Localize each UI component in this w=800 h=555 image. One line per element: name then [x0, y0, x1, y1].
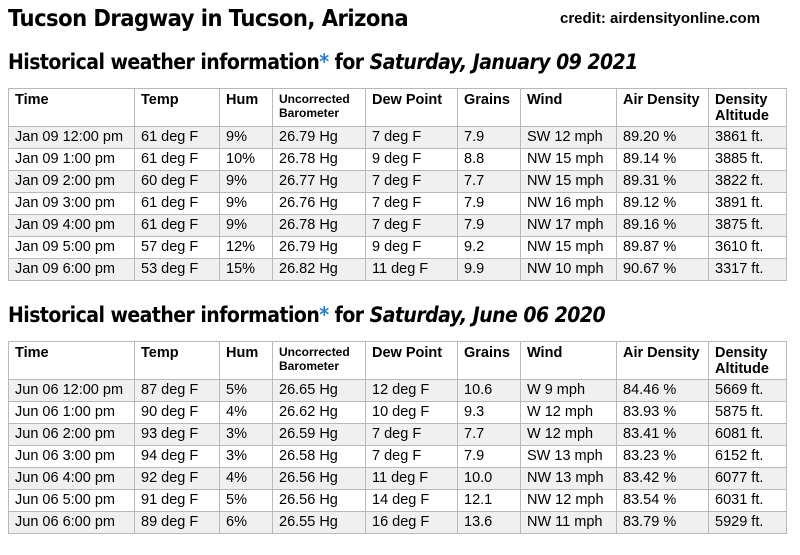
- table-cell: 7 deg F: [366, 446, 458, 468]
- table-cell: Jun 06 3:00 pm: [9, 446, 135, 468]
- table-row: [9, 237, 787, 259]
- table-cell: 26.79 Hg: [273, 237, 366, 259]
- table-cell: 61 deg F: [135, 215, 220, 237]
- weather-table-january: [8, 88, 787, 281]
- header-label: Uncorrected: [279, 345, 350, 359]
- table-cell: 10%: [220, 149, 273, 171]
- table-cell: 15%: [220, 259, 273, 281]
- table-cell: NW 12 mph: [521, 490, 617, 512]
- table-cell: 10 deg F: [366, 402, 458, 424]
- table-cell: 16 deg F: [366, 512, 458, 534]
- table-cell: 7.9: [458, 446, 521, 468]
- table-cell: NW 15 mph: [521, 149, 617, 171]
- table-cell: 26.56 Hg: [273, 490, 366, 512]
- table-row: [9, 512, 787, 534]
- table-cell: SW 13 mph: [521, 446, 617, 468]
- col-air-density: [617, 89, 709, 127]
- table-cell: 26.62 Hg: [273, 402, 366, 424]
- table-cell: Jan 09 4:00 pm: [9, 215, 135, 237]
- table-cell: 26.65 Hg: [273, 380, 366, 402]
- heading-prefix: Historical weather information: [8, 50, 320, 74]
- table-cell: 83.93 %: [617, 402, 709, 424]
- table-cell: 3885 ft.: [709, 149, 787, 171]
- table-cell: Jan 09 1:00 pm: [9, 149, 135, 171]
- table-cell: 26.59 Hg: [273, 424, 366, 446]
- table-cell: 3%: [220, 424, 273, 446]
- table-header-row: [9, 89, 787, 127]
- table-cell: NW 17 mph: [521, 215, 617, 237]
- table-cell: 6%: [220, 512, 273, 534]
- table-cell: 5875 ft.: [709, 402, 787, 424]
- table-cell: 83.41 %: [617, 424, 709, 446]
- table-cell: 89 deg F: [135, 512, 220, 534]
- col-barometer: [273, 342, 366, 380]
- header-label: Grains: [464, 92, 510, 108]
- table-cell: 7 deg F: [366, 424, 458, 446]
- table-cell: 7.9: [458, 193, 521, 215]
- table-cell: 3822 ft.: [709, 171, 787, 193]
- table-cell: Jun 06 5:00 pm: [9, 490, 135, 512]
- col-temp: [135, 342, 220, 380]
- col-grains: [458, 342, 521, 380]
- table-row: [9, 490, 787, 512]
- table-cell: 91 deg F: [135, 490, 220, 512]
- header-label: Hum: [226, 92, 259, 108]
- header-label: Time: [15, 92, 49, 108]
- header-label: Grains: [464, 345, 510, 361]
- table-cell: 90 deg F: [135, 402, 220, 424]
- table-cell: 7.9: [458, 215, 521, 237]
- table-cell: Jun 06 4:00 pm: [9, 468, 135, 490]
- table-row: [9, 193, 787, 215]
- col-wind: [521, 342, 617, 380]
- table-cell: 11 deg F: [366, 468, 458, 490]
- table-cell: Jun 06 1:00 pm: [9, 402, 135, 424]
- heading-for: for: [328, 50, 370, 74]
- section-heading-june: [8, 303, 605, 327]
- table-cell: 5669 ft.: [709, 380, 787, 402]
- table-cell: Jan 09 5:00 pm: [9, 237, 135, 259]
- table-cell: 5%: [220, 490, 273, 512]
- table-cell: 11 deg F: [366, 259, 458, 281]
- col-dew-point: [366, 89, 458, 127]
- table-cell: 6031 ft.: [709, 490, 787, 512]
- table-cell: 9.3: [458, 402, 521, 424]
- table-cell: 89.14 %: [617, 149, 709, 171]
- credit-text: credit: airdensityonline.com: [560, 10, 761, 27]
- header-label: Time: [15, 345, 49, 361]
- table-cell: Jun 06 2:00 pm: [9, 424, 135, 446]
- table-cell: 26.79 Hg: [273, 127, 366, 149]
- table-cell: 12 deg F: [366, 380, 458, 402]
- table-cell: 84.46 %: [617, 380, 709, 402]
- header-label: Barometer: [279, 359, 340, 373]
- header-label: Air Density: [623, 345, 700, 361]
- col-wind: [521, 89, 617, 127]
- col-time: [9, 89, 135, 127]
- table-cell: W 12 mph: [521, 424, 617, 446]
- table-cell: 9 deg F: [366, 237, 458, 259]
- table-cell: 3610 ft.: [709, 237, 787, 259]
- header-label: Barometer: [279, 106, 340, 120]
- table-cell: 9.9: [458, 259, 521, 281]
- table-cell: 83.42 %: [617, 468, 709, 490]
- table-cell: 83.54 %: [617, 490, 709, 512]
- col-grains: [458, 89, 521, 127]
- heading-date: Saturday, January 09 2021: [369, 50, 638, 74]
- table-cell: 89.20 %: [617, 127, 709, 149]
- table-cell: 94 deg F: [135, 446, 220, 468]
- heading-for: for: [328, 303, 370, 327]
- table-header-row: [9, 342, 787, 380]
- table-cell: 3891 ft.: [709, 193, 787, 215]
- asterisk-footnote: *: [319, 303, 329, 327]
- table-row: [9, 380, 787, 402]
- table-cell: 7 deg F: [366, 215, 458, 237]
- section-heading-january: [8, 50, 638, 74]
- header-label: Density: [715, 345, 768, 361]
- header-label: Wind: [527, 92, 563, 108]
- table-cell: 12%: [220, 237, 273, 259]
- table-cell: 7.7: [458, 171, 521, 193]
- col-temp: [135, 89, 220, 127]
- table-cell: 61 deg F: [135, 193, 220, 215]
- table-cell: W 9 mph: [521, 380, 617, 402]
- table-cell: 10.0: [458, 468, 521, 490]
- table-cell: Jun 06 12:00 pm: [9, 380, 135, 402]
- heading-prefix: Historical weather information: [8, 303, 320, 327]
- table-row: [9, 127, 787, 149]
- table-cell: 5929 ft.: [709, 512, 787, 534]
- table-cell: 26.76 Hg: [273, 193, 366, 215]
- col-density-altitude: [709, 89, 787, 127]
- table-cell: 6077 ft.: [709, 468, 787, 490]
- table-cell: Jan 09 12:00 pm: [9, 127, 135, 149]
- table-cell: 26.55 Hg: [273, 512, 366, 534]
- table-cell: NW 13 mph: [521, 468, 617, 490]
- table-cell: 53 deg F: [135, 259, 220, 281]
- table-cell: 9%: [220, 215, 273, 237]
- col-barometer: [273, 89, 366, 127]
- table-cell: 6081 ft.: [709, 424, 787, 446]
- table-cell: 4%: [220, 468, 273, 490]
- table-cell: NW 16 mph: [521, 193, 617, 215]
- table-cell: W 12 mph: [521, 402, 617, 424]
- table-cell: 83.23 %: [617, 446, 709, 468]
- header-label: Dew Point: [372, 92, 443, 108]
- header-label: Air Density: [623, 92, 700, 108]
- table-cell: 26.82 Hg: [273, 259, 366, 281]
- header-label: Density: [715, 92, 768, 108]
- table-cell: 83.79 %: [617, 512, 709, 534]
- heading-date: Saturday, June 06 2020: [369, 303, 606, 327]
- table-cell: 89.87 %: [617, 237, 709, 259]
- table-cell: 7 deg F: [366, 193, 458, 215]
- weather-table-june: [8, 341, 787, 534]
- header-label: Temp: [141, 92, 179, 108]
- table-cell: 26.77 Hg: [273, 171, 366, 193]
- table-cell: 8.8: [458, 149, 521, 171]
- table-cell: 89.16 %: [617, 215, 709, 237]
- asterisk-footnote: *: [319, 50, 329, 74]
- col-air-density: [617, 342, 709, 380]
- table-cell: 26.78 Hg: [273, 215, 366, 237]
- table-cell: 3875 ft.: [709, 215, 787, 237]
- table-cell: 61 deg F: [135, 127, 220, 149]
- table-cell: 89.12 %: [617, 193, 709, 215]
- table-cell: NW 15 mph: [521, 237, 617, 259]
- table-cell: 12.1: [458, 490, 521, 512]
- table-cell: 7 deg F: [366, 127, 458, 149]
- table-cell: 3%: [220, 446, 273, 468]
- table-cell: NW 10 mph: [521, 259, 617, 281]
- table-cell: 3317 ft.: [709, 259, 787, 281]
- col-dew-point: [366, 342, 458, 380]
- table-cell: 57 deg F: [135, 237, 220, 259]
- table-cell: 5%: [220, 380, 273, 402]
- table-cell: Jan 09 3:00 pm: [9, 193, 135, 215]
- table-cell: 26.56 Hg: [273, 468, 366, 490]
- table-cell: Jan 09 6:00 pm: [9, 259, 135, 281]
- table-cell: SW 12 mph: [521, 127, 617, 149]
- table-cell: 13.6: [458, 512, 521, 534]
- header-label: Temp: [141, 345, 179, 361]
- header-label: Altitude: [715, 361, 769, 377]
- col-hum: [220, 89, 273, 127]
- table-row: [9, 215, 787, 237]
- table-row: [9, 446, 787, 468]
- col-time: [9, 342, 135, 380]
- table-cell: 7.9: [458, 127, 521, 149]
- table-cell: 9%: [220, 127, 273, 149]
- table-row: [9, 424, 787, 446]
- table-cell: 14 deg F: [366, 490, 458, 512]
- table-row: [9, 402, 787, 424]
- table-cell: 61 deg F: [135, 149, 220, 171]
- table-cell: 89.31 %: [617, 171, 709, 193]
- table-cell: 6152 ft.: [709, 446, 787, 468]
- table-cell: 9%: [220, 193, 273, 215]
- table-cell: 92 deg F: [135, 468, 220, 490]
- table-cell: 9.2: [458, 237, 521, 259]
- table-cell: 26.58 Hg: [273, 446, 366, 468]
- table-cell: 93 deg F: [135, 424, 220, 446]
- page-title: Tucson Dragway in Tucson, Arizona: [8, 6, 409, 32]
- table-cell: 7 deg F: [366, 171, 458, 193]
- table-cell: 10.6: [458, 380, 521, 402]
- table-cell: Jun 06 6:00 pm: [9, 512, 135, 534]
- table-cell: 4%: [220, 402, 273, 424]
- table-row: [9, 468, 787, 490]
- table-cell: 60 deg F: [135, 171, 220, 193]
- col-hum: [220, 342, 273, 380]
- table-cell: 3861 ft.: [709, 127, 787, 149]
- table-cell: NW 15 mph: [521, 171, 617, 193]
- header-label: Altitude: [715, 108, 769, 124]
- header-label: Uncorrected: [279, 92, 350, 106]
- col-density-altitude: [709, 342, 787, 380]
- header-label: Hum: [226, 345, 259, 361]
- header-label: Dew Point: [372, 345, 443, 361]
- table-cell: 9 deg F: [366, 149, 458, 171]
- header-label: Wind: [527, 345, 563, 361]
- table-cell: 26.78 Hg: [273, 149, 366, 171]
- table-row: [9, 171, 787, 193]
- table-row: [9, 259, 787, 281]
- table-cell: 7.7: [458, 424, 521, 446]
- table-cell: Jan 09 2:00 pm: [9, 171, 135, 193]
- table-cell: 9%: [220, 171, 273, 193]
- table-cell: 90.67 %: [617, 259, 709, 281]
- table-cell: 87 deg F: [135, 380, 220, 402]
- table-cell: NW 11 mph: [521, 512, 617, 534]
- table-row: [9, 149, 787, 171]
